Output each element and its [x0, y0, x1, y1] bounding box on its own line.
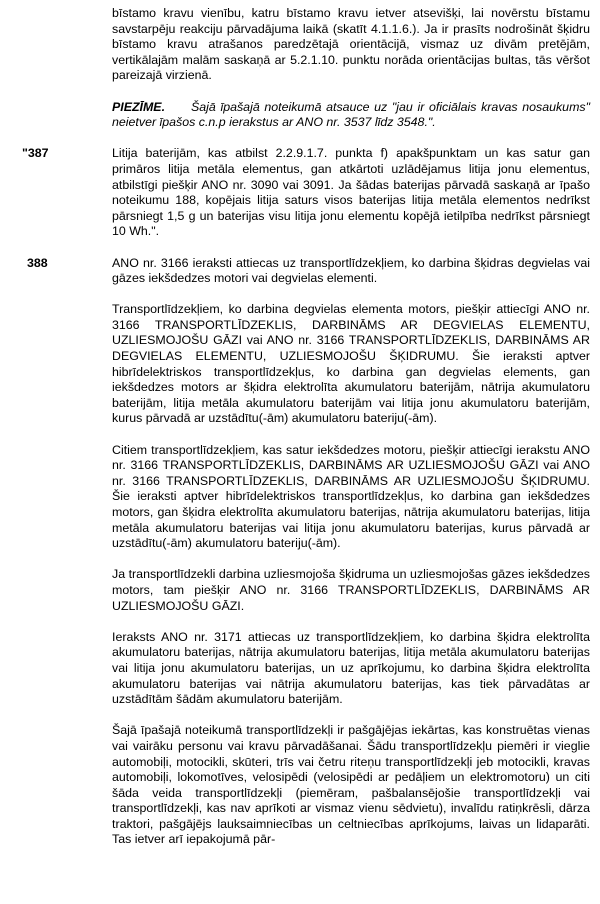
page-content [22, 6, 590, 864]
entry-388-paragraph-3: Citiem transportlīdzekļiem, kas satur iekšdedzes motoru, piešķir attiecīgi ierakstu ANO nr. 3166 TRANSPORTLĪDZEKLIS, DARBINĀMS AR UZLIESMOJOŠU GĀZI vai ANO nr. 3166 TRANSPORTLĪDZEKLIS, DARBINĀMS AR UZLIESMOJOŠU ŠĶIDRUMU. Šie ieraksti aptver hibrīdelektriskos transportlīdzekļus, ko darbina gan iekšdedzes motors, gan šķidra elektrolīta akumulatoru baterijas, nātrija akumulatoru baterijas, litija metāla akumulatoru baterijas vai litija jonu akumulatoru baterijas, kurus pārvadā ar uzstādītu(-ām) akumulatoru bateriju(-ām). [112, 442, 590, 551]
entry-387-number: "387 [22, 146, 49, 161]
intro-paragraph: bīstamo kravu vienību, katru bīstamo kravu ietver atsevišķi, lai novērstu bīstamu savstarpēju reakciju pārvadājuma laikā (skatīt 4.1.1.6.). Ja ir prasīts nodrošināt šķidru bīstamo kravu atrašanos paredzētajā orientācijā, vismaz uz divām pretējām, vertikālajām malām saskaņā ar 5.2.1.10. punktu norāda orientācijas bultas, tās vēršot pareizajā virzienā. [112, 6, 590, 83]
note-paragraph [112, 100, 590, 131]
note-text: Šajā īpašajā noteikumā atsauce uz "jau ir oficiālais kravas nosaukums" neietver īpašos c.n.p ierakstus ar ANO nr. 3537 līdz 3548.". [112, 99, 590, 130]
entry-387-paragraph-1: Litija baterijām, kas atbilst 2.2.9.1.7. punkta f) apakšpunktam un kas satur gan primāros litija metāla elementus, gan atkārtoti uzlādējamus litija jonu elementus, atbilstīgi piešķir ANO nr. 3090 vai 3091. Ja šādas baterijas pārvadā saskaņā ar īpašo noteikumu 188, kopējais litija saturs visos baterijas litija metāla elementos nedrīkst pārsniegt 1,5 g un baterijas visu litija jonu elementu kopējā ietilpība nedrīkst pārsniegt 10 Wh.". [112, 146, 590, 239]
entry-388-number: 388 [27, 255, 48, 270]
entry-388-paragraph-5: Ieraksts ANO nr. 3171 attiecas uz transportlīdzekļiem, ko darbina šķidra elektrolīta akumulatoru baterijas, nātrija akumulatoru baterijas, litija metāla akumulatoru baterijas vai litija jonu akumulatoru baterijas, un uz aprīkojumu, ko darbina šķidra elektrolīta akumulatoru baterijas vai nātrija akumulatoru baterijas, kas tiek pārvadātas ar uzstādītām šādām akumulatoru baterijām. [112, 629, 590, 707]
entry-388-paragraph-2: Transportlīdzekļiem, ko darbina degvielas elementa motors, piešķir attiecīgi ANO nr. 3166 TRANSPORTLĪDZEKLIS, DARBINĀMS AR DEGVIELAS ELEMENTU, UZLIESMOJOŠU GĀZI vai ANO nr. 3166 TRANSPORTLĪDZEKLIS, DARBINĀMS AR DEGVIELAS ELEMENTU, UZLIESMOJOŠU ŠĶIDRUMU. Šie ieraksti aptver hibrīdelektriskos transportlīdzekļus, ko darbina gan degvielas elements, gan iekšdedzes motors ar šķidra elektrolīta akumulatoru baterijām, nātrija akumulatoru baterijām, litija metāla akumulatoru baterijām vai litija jonu akumulatoru baterijām, kurus pārvadā ar uzstādītu(-ām) akumulatoru bateriju(-ām). [112, 302, 590, 426]
entry-387 [22, 146, 590, 240]
entry-388-paragraph-1: ANO nr. 3166 ieraksti attiecas uz transportlīdzekļiem, ko darbina šķidras degvielas vai gāzes iekšdedzes motori vai degvielas elementi. [112, 255, 590, 286]
note-label: PIEZĪME. [112, 99, 166, 114]
entry-388-paragraph-6: Šajā īpašajā noteikumā transportlīdzekļi ir pašgājējas iekārtas, kas konstruētas vienas vai vairāku personu vai kravu pārvadāšanai. Šādu transportlīdzekļu piemēri ir vieglie automobiļi, motocikli, skūteri, trīs vai četru riteņu transportlīdzekļi jeb motocikli, kravas automobiļi, lokomotīves, velosipēdi (velosipēdi ar pedāļiem un elektromotoru) un citi šāda veida transportlīdzekļi (piemēram, pašbalansējošie transportlīdzekļi vai transportlīdzekļi, kas nav aprīkoti ar vismaz vienu sēdvietu), invalīdu ratiņkrēsli, dārza traktori, pašgājējs lauksaimniecības un celtniecības aprīkojums, laivas un lidaparāti. Tas ietver arī iepakojumā pār- [112, 723, 590, 847]
entry-388 [27, 255, 590, 849]
entry-388-paragraph-4: Ja transportlīdzekli darbina uzliesmojoša šķidruma un uzliesmojošas gāzes iekšdedzes motors, tam piešķir ANO nr. 3166 TRANSPORTLĪDZEKLIS, DARBINĀMS AR UZLIESMOJOŠU GĀZI. [112, 567, 590, 613]
